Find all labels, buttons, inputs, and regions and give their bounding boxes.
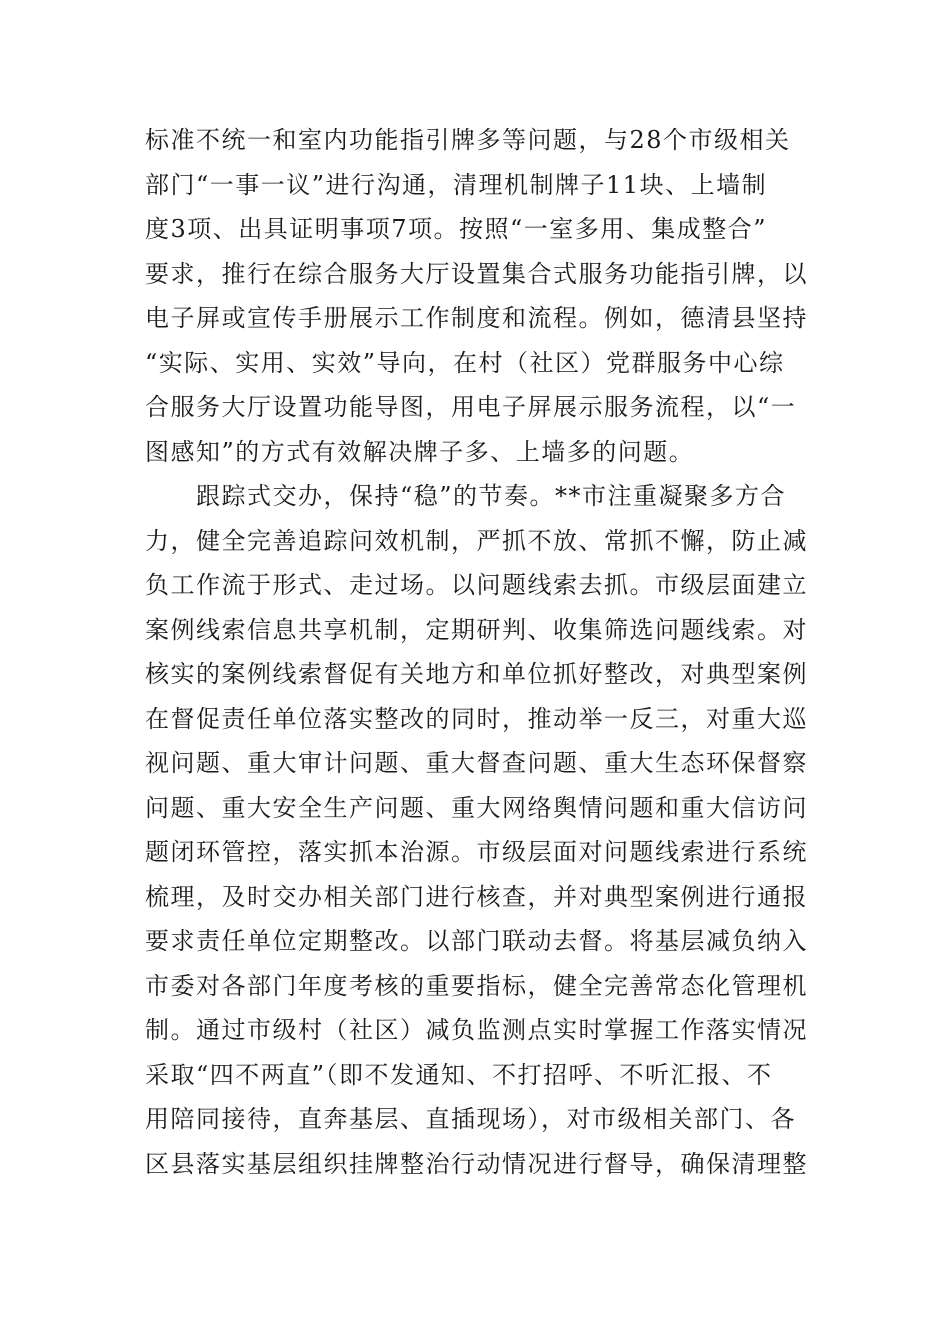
text-line: 部门“一事一议”进行沟通，清理机制牌子11块、上墙制 <box>145 170 768 199</box>
text-line: 视问题、重大审计问题、重大督查问题、重大生态环保督察 <box>145 749 808 777</box>
text-line: 标准不统一和室内功能指引牌多等问题，与28个市级相关 <box>145 126 791 154</box>
text-line: 用陪同接待，直奔基层、直插现场），对市级相关部门、各 <box>145 1105 796 1133</box>
text-line: 市委对各部门年度考核的重要指标，健全完善常态化管理机 <box>145 971 808 1000</box>
text-line: 图感知”的方式有效解决牌子多、上墙多的问题。 <box>145 437 695 466</box>
text-line: 电子屏或宣传手册展示工作制度和流程。例如，德清县坚持 <box>145 304 808 332</box>
text-line: 合服务大厅设置功能导图，用电子屏展示服务流程，以“一 <box>145 393 797 421</box>
text-line: 度3项、出具证明事项7项。按照“一室多用、集成整合” <box>145 215 768 243</box>
body-text <box>145 118 815 1186</box>
text-line: 要求责任单位定期整改。以部门联动去督。将基层减负纳入 <box>145 927 808 955</box>
text-line: 题闭环管控，落实抓本治源。市级层面对问题线索进行系统 <box>145 838 808 866</box>
text-line: “实际、实用、实效”导向，在村（社区）党群服务中心综 <box>145 348 785 377</box>
text-line: 梳理，及时交办相关部门进行核查，并对典型案例进行通报 <box>145 882 808 911</box>
text-line: 制。通过市级村（社区）减负监测点实时掌握工作落实情况 <box>145 1016 808 1044</box>
text-line: 问题、重大安全生产问题、重大网络舆情问题和重大信访问 <box>145 793 808 822</box>
text-line: 要求，推行在综合服务大厅设置集合式服务功能指引牌，以 <box>145 259 808 288</box>
text-line: 案例线索信息共享机制，定期研判、收集筛选问题线索。对 <box>145 615 808 644</box>
text-line: 力，健全完善追踪问效机制，严抓不放、常抓不懈，防止减 <box>145 526 808 555</box>
text-line: 区县落实基层组织挂牌整治行动情况进行督导，确保清理整 <box>145 1149 808 1178</box>
text-line: 在督促责任单位落实整改的同时，推动举一反三，对重大巡 <box>145 704 808 733</box>
text-line: 负工作流于形式、走过场。以问题线索去抓。市级层面建立 <box>145 571 808 599</box>
text-line: 核实的案例线索督促有关地方和单位抓好整改，对典型案例 <box>145 660 808 688</box>
paragraph-start-line: 跟踪式交办，保持“稳”的节奏。**市注重凝聚多方合 <box>145 482 787 510</box>
text-line: 采取“四不两直”（即不发通知、不打招呼、不听汇报、不 <box>145 1060 773 1089</box>
